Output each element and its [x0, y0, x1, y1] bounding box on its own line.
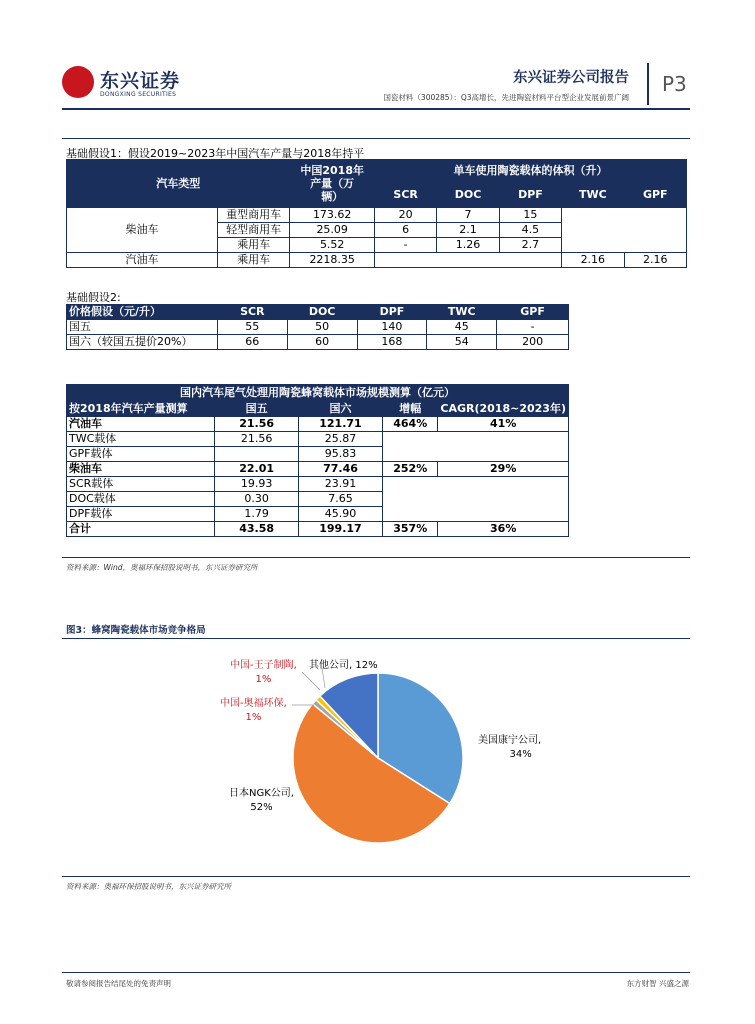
label-ngk: 日本NGK公司, 52%: [229, 788, 294, 813]
table-row: DPF载体 1.79 45.90: [67, 507, 569, 522]
footer-slogan: 东方财智 兴盛之源: [626, 979, 689, 988]
source-rule-2: [62, 876, 690, 877]
col-production: 中国2018年 产量（万 辆）: [290, 160, 375, 208]
label-aofu: 中国-奥福环保, 1%: [220, 698, 287, 723]
source-note-1: 资料来源：Wind，奥福环保招股说明书，东兴证券研究所: [66, 563, 258, 572]
col-vehicle-type: 汽车类型: [67, 160, 290, 208]
table2-caption: 基础假设2:: [66, 291, 121, 304]
leader-wangzi: [302, 672, 320, 690]
brand-name-cn: 东兴证券: [100, 70, 181, 92]
col-scr: SCR: [374, 183, 436, 208]
table-row: TWC载体 21.56 25.87: [67, 432, 569, 447]
footer-rule: [62, 972, 690, 973]
col-doc: DOC: [437, 183, 499, 208]
label-corning: 美国康宁公司, 34%: [478, 735, 542, 760]
table-row: 柴油车 重型商用车 173.62 20 7 15: [67, 208, 687, 223]
figure-title: 图3：蜂窝陶瓷载体市场竞争格局: [66, 625, 206, 636]
brand-name-en: DONGXING SECURITIES: [100, 91, 177, 98]
gasoline-label: 汽油车: [67, 253, 218, 268]
footer-disclaimer: 敬请参阅报告结尾处的免责声明: [66, 979, 171, 988]
label-others: 其他公司, 12%: [309, 660, 378, 671]
page-number: P3: [662, 72, 687, 96]
col-dpf: DPF: [499, 183, 561, 208]
col-twc: TWC: [562, 183, 624, 208]
table-row: GPF载体 95.83: [67, 447, 569, 462]
table-row: 合计 43.58 199.17 357% 36%: [67, 522, 569, 537]
table-row: 柴油车 22.01 77.46 252% 29%: [67, 462, 569, 477]
market-size-table: 国内汽车尾气处理用陶瓷蜂窝载体市场规模测算（亿元） 按2018年汽车产量测算 国五 国六 增幅 CAGR(2018~2023年) 汽油车 21.56 121.71 464% 41% TWC载体 21.56 25.87 GPF载体 95.83 柴油车 22.01 77.46 252% 29% SCR载体 19.93 23.91 DOC载体 0.30 7.65 DPF载体 1.79 45.90 合计 43.58 199.17 357% 36%: [66, 384, 569, 537]
table-row: 汽油车 21.56 121.71 464% 41%: [67, 417, 569, 432]
table-row: 国六（较国五提价20%） 66 60 168 54 200: [67, 335, 569, 350]
table-row: 乘用车 5.52 - 1.26 2.7: [67, 238, 687, 253]
table-row: DOC载体 0.30 7.65: [67, 492, 569, 507]
diesel-label: 柴油车: [67, 208, 218, 253]
report-subtitle: 国瓷材料（300285）：Q3高增长，先进陶瓷材料平台型企业发展前景广阔: [383, 93, 629, 102]
table1-caption: 基础假设1：假设2019~2023年中国汽车产量与2018年持平: [66, 147, 365, 160]
report-title: 东兴证券公司报告: [513, 70, 629, 86]
assumption-table-2: 价格假设（元/升） SCR DOC DPF TWC GPF 国五 55 50 140 45 - 国六（较国五提价20%） 66 60 168 54 200: [66, 304, 569, 350]
source-note-2: 资料来源：奥福环保招股说明书，东兴证券研究所: [66, 882, 231, 891]
col-volume-group: 单车使用陶瓷载体的体积（升）: [374, 160, 686, 183]
table-row: 国五 55 50 140 45 -: [67, 320, 569, 335]
table3-title: 国内汽车尾气处理用陶瓷蜂窝载体市场规模测算（亿元）: [67, 385, 569, 402]
table-row: 轻型商用车 25.09 6 2.1 4.5: [67, 223, 687, 238]
col-gpf: GPF: [624, 183, 686, 208]
label-wangzi: 中国-王子制陶, 1%: [230, 660, 297, 685]
table-row: 汽油车 乘用车 2218.35 2.16 2.16: [67, 253, 687, 268]
table-row: SCR载体 19.93 23.91: [67, 477, 569, 492]
